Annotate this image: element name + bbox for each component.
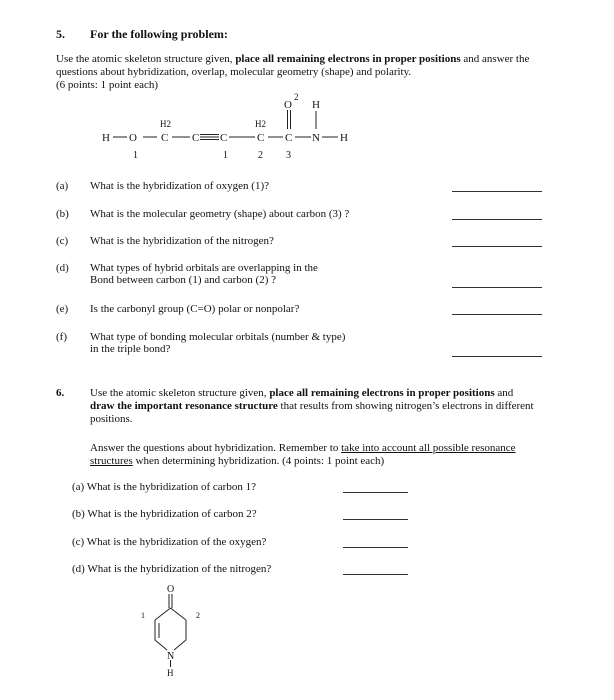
q5-intro-line2: questions about hybridization, overlap, molecular geometry (shape) and polarity. [56, 66, 412, 78]
q6-ring-structure [120, 582, 240, 682]
q5-e-text: Is the carbonyl group (C=O) polar or nonpolar? [90, 303, 300, 315]
q5-label-1a: 1 [133, 150, 138, 161]
q5-c-answer-line[interactable] [452, 246, 542, 247]
q5-e-letter: (e) [56, 303, 69, 315]
q6-intro-2b: that results from showing nitrogen’s electrons in different [277, 400, 534, 412]
q6-answer-2b: when determining hybridization. (4 points: 1 point each) [132, 455, 385, 467]
q5-title: For the following problem: [90, 27, 228, 41]
q5-intro-line1 [56, 53, 529, 65]
q5-intro-1c: and answer the [460, 53, 530, 65]
q6-answer-line2 [90, 455, 384, 467]
atom-c-ch2b-h: H2 [255, 119, 266, 129]
q5-d-letter: (d) [56, 262, 69, 274]
atom-c-alkyne-1: C [192, 132, 200, 144]
q5-d-text-line1: What types of hybrid orbitals are overlapping in the [90, 262, 318, 274]
q5-e-answer-line[interactable] [452, 314, 542, 315]
q6-a-answer-line[interactable] [343, 492, 408, 493]
q5-intro-line3: (6 points: 1 point each) [56, 79, 159, 91]
q5-label-3: 3 [286, 150, 291, 161]
q6-c-text: (c) What is the hybridization of the oxygen? [72, 536, 267, 548]
atom-c-ch2a: C [161, 132, 169, 144]
q6-answer-1b: take into account all possible resonance [341, 442, 516, 454]
q5-f-answer-line[interactable] [452, 356, 542, 357]
atom-c-ch2b: C [257, 132, 265, 144]
atom-h-left: H [102, 132, 110, 144]
q5-f-text-line1: What type of bonding molecular orbitals (number & type) [90, 331, 346, 343]
q5-c-text: What is the hybridization of the nitrogen? [90, 235, 274, 247]
q5-a-letter: (a) [56, 180, 69, 192]
q6-d-answer-line[interactable] [343, 574, 408, 575]
q6-intro-1a: Use the atomic skeleton structure given, [90, 387, 270, 399]
q5-a-answer-line[interactable] [452, 191, 542, 192]
q5-label-2: 2 [258, 150, 263, 161]
q5-d-text-line2: Bond between carbon (1) and carbon (2) ? [90, 274, 277, 286]
q6-intro-line3: positions. [90, 413, 133, 425]
q6-answer-line1 [90, 442, 516, 454]
q6-intro-line2 [90, 400, 534, 412]
q5-b-text: What is the molecular geometry (shape) about carbon (3) ? [90, 208, 350, 220]
q6-intro-2a: draw the important resonance structure [90, 400, 278, 412]
ring-atom-n: N [167, 651, 175, 662]
q6-b-answer-line[interactable] [343, 519, 408, 520]
atom-n: N [312, 132, 320, 144]
q5-f-letter: (f) [56, 331, 67, 343]
q6-a-text: (a) What is the hybridization of carbon 1? [72, 481, 256, 493]
q6-answer-1a: Answer the questions about hybridization. Remember to [90, 442, 342, 454]
q6-answer-2a: structures [90, 455, 133, 467]
ring-label-1: 1 [141, 611, 145, 620]
q6-d-text: (d) What is the hybridization of the nitrogen? [72, 563, 272, 575]
q5-intro-1b: place all remaining electrons in proper positions [235, 53, 461, 65]
q6-intro-1b: place all remaining electrons in proper positions [269, 387, 495, 399]
q5-b-letter: (b) [56, 208, 69, 220]
q6-intro-1c: and [494, 387, 514, 399]
q5-label-1b: 1 [223, 150, 228, 161]
atom-h-top: H [312, 99, 320, 111]
q5-a-text: What is the hybridization of oxygen (1)? [90, 180, 270, 192]
q5-intro-1a: Use the atomic skeleton structure given, [56, 53, 236, 65]
q5-f-text-line2: in the triple bond? [90, 343, 171, 355]
atom-c-ch2a-h: H2 [160, 119, 171, 129]
q6-intro-line1 [90, 387, 513, 399]
atom-o1: O [129, 132, 137, 144]
atom-o-carbonyl-label: 2 [294, 92, 299, 102]
atom-h-right: H [340, 132, 348, 144]
q5-c-letter: (c) [56, 235, 69, 247]
ring-atom-h: H [167, 668, 174, 678]
q6-c-answer-line[interactable] [343, 547, 408, 548]
atom-c-carbonyl: C [285, 132, 293, 144]
atom-c-alkyne-2: C [220, 132, 228, 144]
ring-atom-o: O [167, 584, 175, 595]
q6-b-text: (b) What is the hybridization of carbon 2? [72, 508, 257, 520]
ring-label-2: 2 [196, 611, 200, 620]
q6-number: 6. [56, 387, 65, 399]
q5-d-answer-line[interactable] [452, 287, 542, 288]
q5-b-answer-line[interactable] [452, 219, 542, 220]
q5-number: 5. [56, 27, 65, 41]
q5-structure [0, 90, 614, 170]
atom-o-carbonyl: O [284, 99, 292, 111]
